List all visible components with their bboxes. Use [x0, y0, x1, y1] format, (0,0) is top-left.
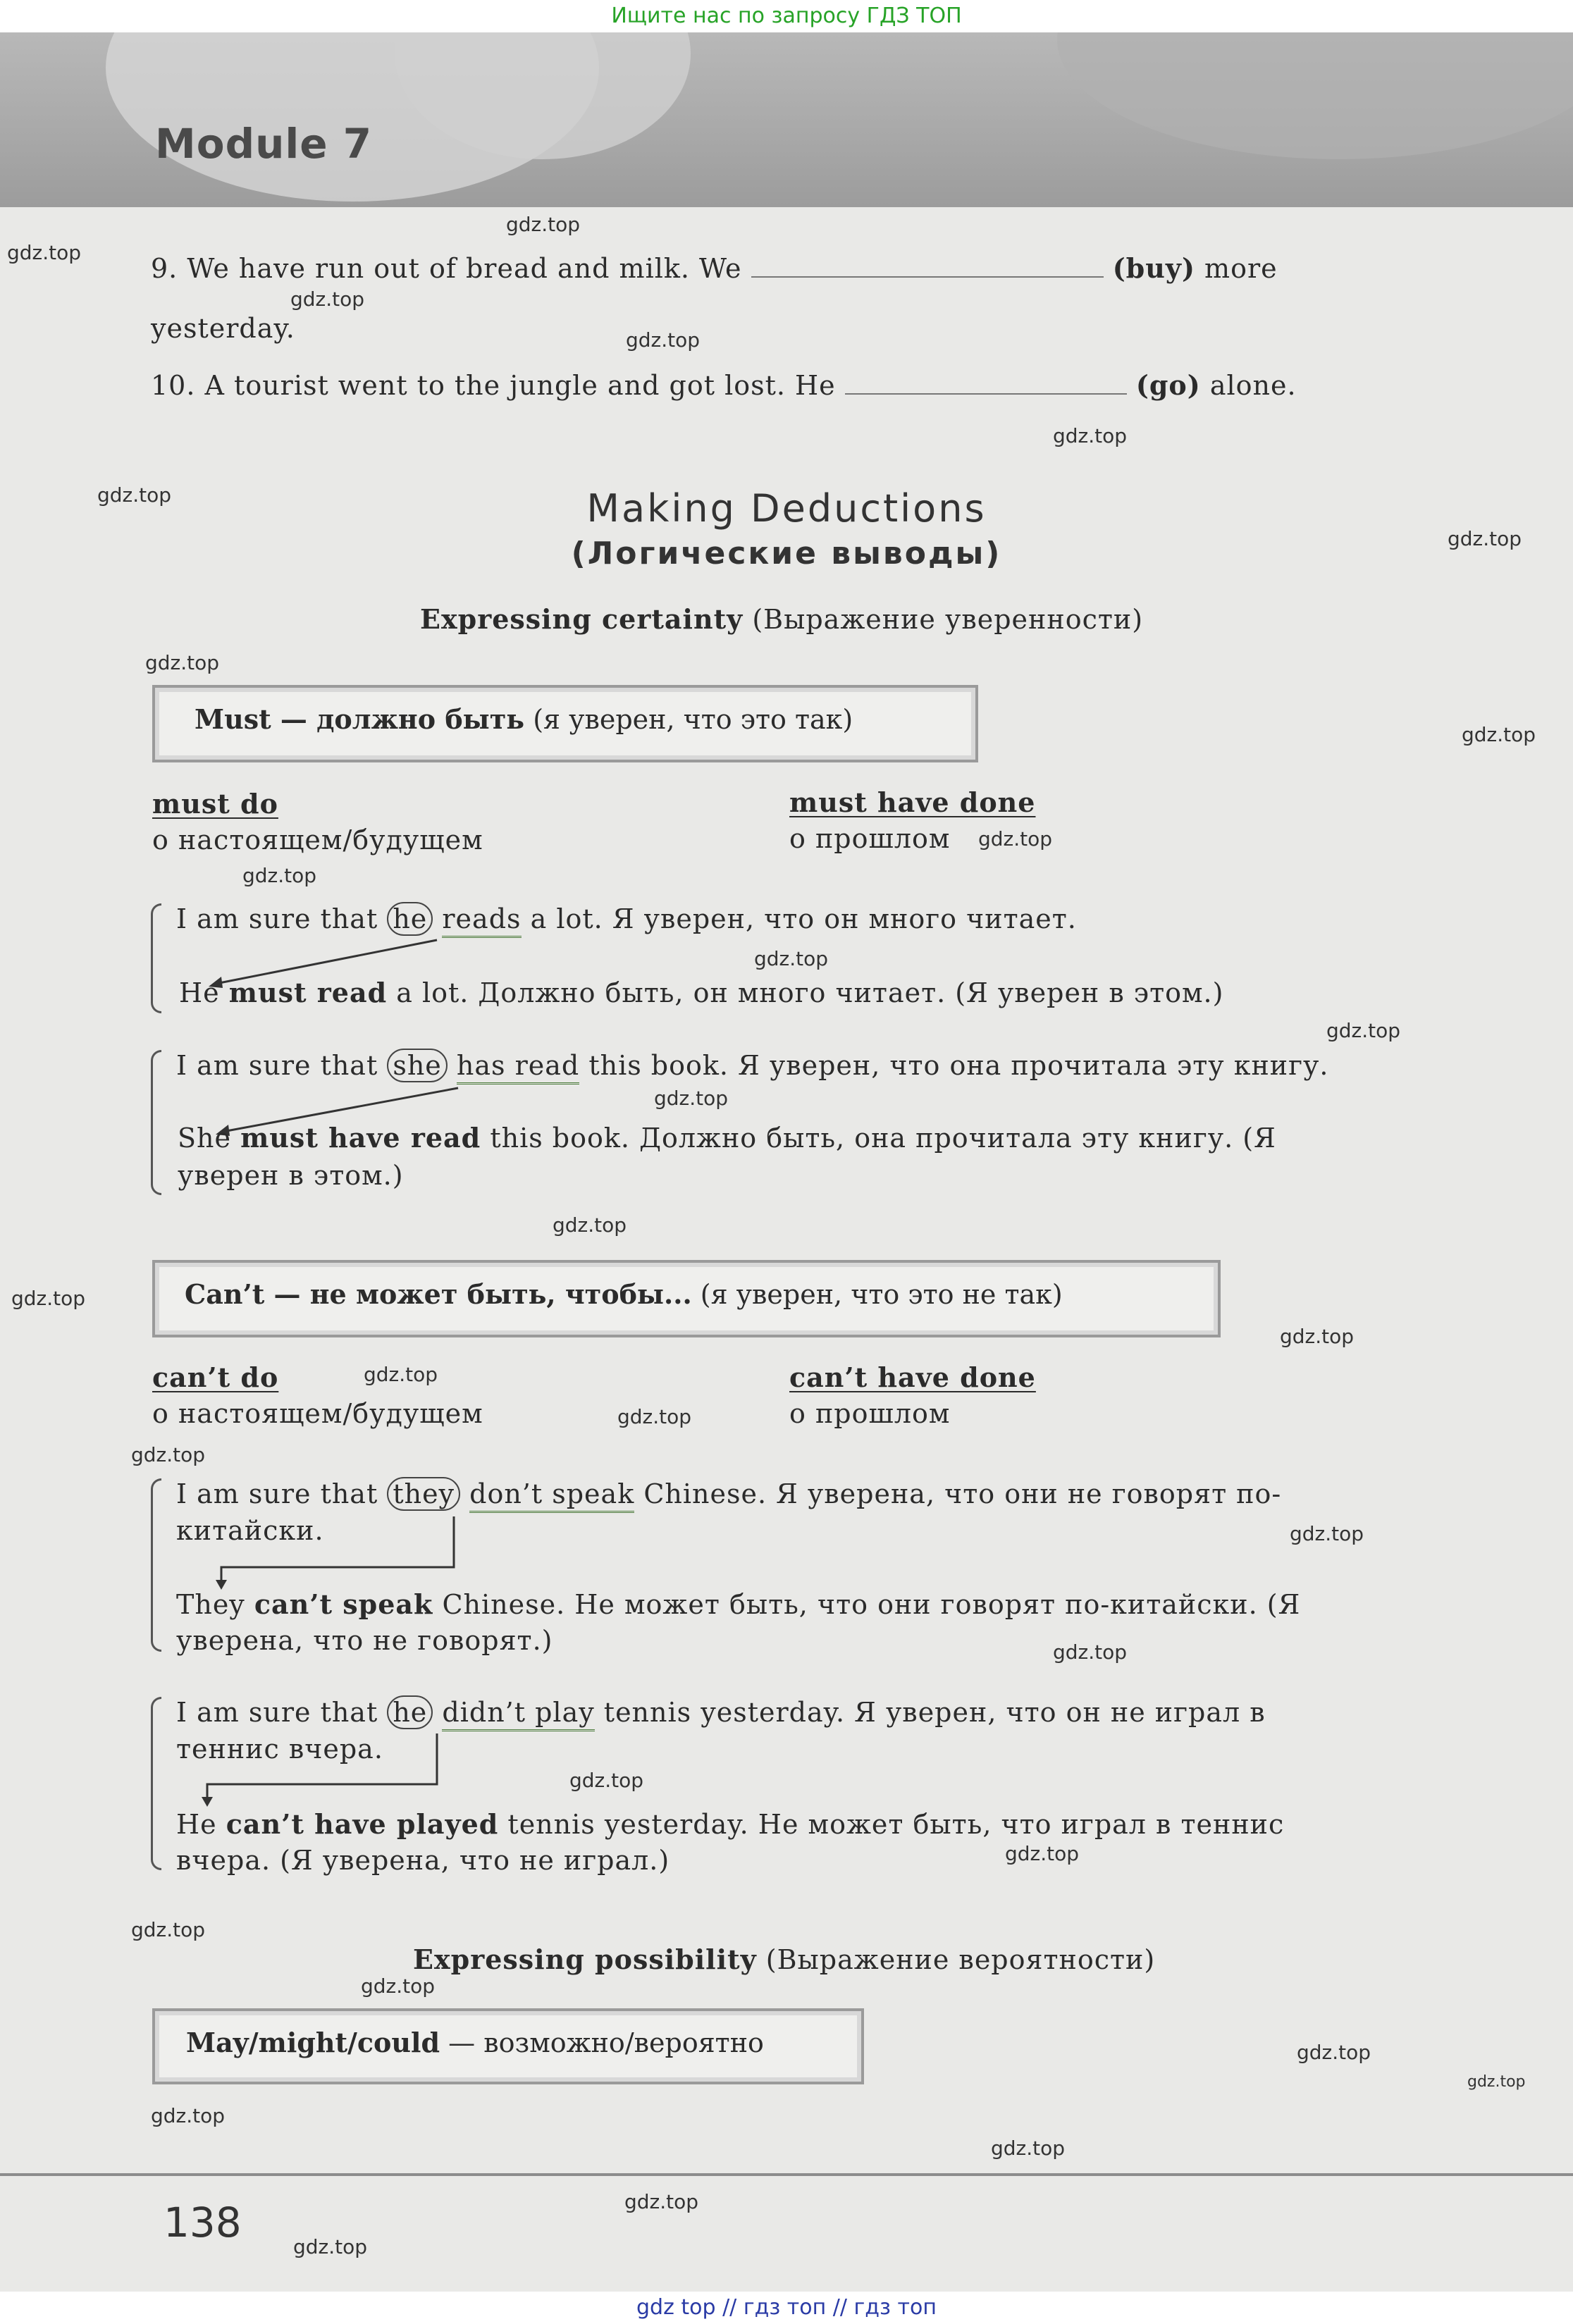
- footer-divider: [0, 2173, 1573, 2176]
- rule-bold: Can’t — не может быть, чтобы...: [185, 1278, 692, 1310]
- watermark: gdz.top: [1467, 2073, 1526, 2091]
- cant-example-1-line2: китайски.: [176, 1515, 324, 1546]
- watermark: gdz.top: [506, 213, 581, 236]
- watermark: gdz.top: [1462, 723, 1536, 746]
- must-result-2-line2: уверен в этом.): [178, 1160, 404, 1191]
- watermark: gdz.top: [624, 2190, 699, 2213]
- certainty-heading: [420, 603, 1143, 635]
- watermark: gdz.top: [654, 1087, 729, 1110]
- cant-example-1: [176, 1478, 1281, 1509]
- must-do-sub: о настоящем/будущем: [152, 824, 483, 855]
- answer-blank[interactable]: [751, 276, 1104, 278]
- exercise-item-9: [151, 252, 1278, 284]
- circled-subject: he: [387, 1695, 433, 1729]
- must-have-done-sub: о прошлом: [789, 823, 951, 854]
- watermark: gdz.top: [1053, 1640, 1128, 1664]
- cant-result-1: [176, 1588, 1300, 1620]
- circled-subject: they: [387, 1477, 460, 1511]
- exercise-item-9-line2: yesterday.: [151, 313, 295, 344]
- must-example-2: [176, 1050, 1328, 1081]
- rule-bold: Must — должно быть: [195, 703, 525, 735]
- rule-text: [186, 2027, 764, 2058]
- modal-phrase: can’t have played: [226, 1808, 499, 1840]
- modal-phrase: must have read: [240, 1122, 481, 1154]
- must-result-2: [178, 1122, 1276, 1154]
- item-text: A tourist went to the jungle and got lost. He: [204, 370, 836, 401]
- watermark: gdz.top: [1053, 424, 1128, 447]
- ex-text: She: [178, 1123, 231, 1154]
- watermark: gdz.top: [131, 1918, 206, 1941]
- ex-text: this book. Должно быть, она прочитала эту книгу. (Я: [490, 1123, 1276, 1154]
- section-title: Making Deductions: [586, 486, 987, 531]
- watermark: gdz.top: [361, 1974, 436, 1998]
- ex-text: a lot. Должно быть, он много читает. (Я уверен в этом.): [396, 977, 1224, 1008]
- bottom-banner: [0, 2292, 1573, 2324]
- cant-result-1-line2: уверена, что не говорят.): [176, 1625, 553, 1656]
- bracket: [151, 1697, 161, 1870]
- top-banner: [0, 0, 1573, 32]
- rule-rest: — возможно/вероятно: [448, 2027, 764, 2058]
- bracket: [151, 1478, 161, 1652]
- must-have-done-head: must have done: [789, 786, 1036, 818]
- modal-phrase: must read: [228, 977, 388, 1008]
- bottom-banner-text: gdz top // гдз топ // гдз топ: [636, 2295, 937, 2320]
- may-rule-box: [152, 2008, 864, 2084]
- cant-result-2-line2: вчера. (Я уверена, что не играл.): [176, 1845, 670, 1876]
- item-text: alone.: [1209, 370, 1297, 401]
- watermark: gdz.top: [11, 1287, 86, 1310]
- watermark: gdz.top: [1297, 2041, 1371, 2064]
- must-result-1: [179, 977, 1223, 1008]
- circled-subject: she: [387, 1049, 447, 1082]
- section-subtitle: (Логические выводы): [571, 536, 1002, 571]
- rule-bold: May/might/could: [186, 2027, 440, 2058]
- ex-text: this book. Я уверен, что она прочитала эту книгу.: [588, 1050, 1329, 1081]
- heading-rest: (Выражение вероятности): [765, 1944, 1156, 1975]
- must-rule-box: [152, 685, 978, 762]
- must-do-head: must do: [152, 788, 278, 820]
- top-banner-text: Ищите нас по запросу ГДЗ ТОП: [611, 4, 962, 28]
- cant-do-sub: о настоящем/будущем: [152, 1398, 483, 1429]
- heading-bold: Expressing possibility: [413, 1943, 757, 1975]
- ex-text: tennis yesterday. Не может быть, что играл в теннис: [507, 1809, 1285, 1840]
- heading-bold: Expressing certainty: [420, 603, 744, 635]
- underlined-verb: don’t speak: [469, 1478, 634, 1513]
- ex-text: tennis yesterday. Я уверен, что он не играл в: [603, 1697, 1266, 1728]
- ex-text: I am sure that: [176, 903, 378, 934]
- circled-subject: he: [387, 902, 433, 936]
- must-example-1: [176, 903, 1077, 934]
- watermark: gdz.top: [1005, 1842, 1080, 1865]
- underlined-verb: didn’t play: [442, 1697, 594, 1731]
- watermark: gdz.top: [626, 328, 701, 352]
- ex-text: a lot. Я уверен, что он много читает.: [530, 903, 1077, 934]
- rule-text: [195, 703, 853, 735]
- watermark: gdz.top: [1290, 1522, 1364, 1545]
- item-text: We have run out of bread and milk. We: [187, 253, 742, 284]
- ex-text: Chinese. Я уверена, что они не говорят по-: [643, 1478, 1282, 1509]
- watermark: gdz.top: [293, 2235, 368, 2258]
- rule-text: [185, 1278, 1063, 1310]
- watermark: gdz.top: [97, 483, 172, 507]
- ex-text: Chinese. Не может быть, что они говорят по-китайски. (Я: [442, 1589, 1301, 1620]
- arrow-icon: [211, 1514, 465, 1591]
- ex-text: He: [176, 1809, 217, 1840]
- watermark: gdz.top: [151, 2104, 226, 2127]
- watermark: gdz.top: [569, 1769, 644, 1792]
- arrow-icon: [197, 1731, 451, 1808]
- cant-example-2: [176, 1697, 1266, 1728]
- cant-have-done-sub: о прошлом: [789, 1398, 951, 1429]
- cant-have-done-head: can’t have done: [789, 1361, 1036, 1393]
- cant-result-2: [176, 1808, 1284, 1840]
- watermark: gdz.top: [1280, 1325, 1355, 1348]
- bracket: [151, 1050, 161, 1195]
- watermark: gdz.top: [364, 1363, 438, 1386]
- watermark: gdz.top: [991, 2137, 1066, 2160]
- answer-blank[interactable]: [845, 393, 1127, 395]
- header-decoration: [1057, 32, 1573, 159]
- watermark: gdz.top: [1448, 527, 1522, 550]
- watermark: gdz.top: [131, 1443, 206, 1466]
- cant-example-2-line2: теннис вчера.: [176, 1733, 383, 1764]
- module-title: Module 7: [155, 120, 373, 168]
- item-number: 9.: [151, 253, 178, 284]
- watermark: gdz.top: [145, 651, 220, 674]
- rule-rest: (я уверен, что это не так): [700, 1279, 1063, 1310]
- watermark: gdz.top: [1326, 1019, 1401, 1042]
- watermark: gdz.top: [242, 864, 317, 887]
- modal-phrase: can’t speak: [254, 1588, 433, 1620]
- ex-text: I am sure that: [176, 1478, 378, 1509]
- watermark: gdz.top: [754, 947, 829, 970]
- watermark: gdz.top: [290, 288, 365, 311]
- exercise-item-10: [151, 369, 1297, 401]
- cant-rule-box: [152, 1260, 1221, 1337]
- possibility-heading: [413, 1943, 1155, 1975]
- watermark: gdz.top: [617, 1405, 692, 1428]
- ex-text: They: [176, 1589, 245, 1620]
- watermark: gdz.top: [978, 827, 1053, 851]
- item-number: 10.: [151, 370, 196, 401]
- watermark: gdz.top: [553, 1213, 627, 1237]
- cant-do-head: can’t do: [152, 1361, 279, 1393]
- page-number: 138: [164, 2199, 242, 2246]
- bracket: [151, 903, 161, 1013]
- verb-hint: (buy): [1112, 252, 1195, 284]
- ex-text: He: [179, 977, 220, 1008]
- verb-hint: (go): [1135, 369, 1201, 401]
- heading-rest: (Выражение уверенности): [752, 604, 1144, 635]
- ex-text: I am sure that: [176, 1050, 378, 1081]
- item-text: more: [1204, 253, 1278, 284]
- ex-text: I am sure that: [176, 1697, 378, 1728]
- underlined-verb: has read: [457, 1050, 579, 1084]
- rule-rest: (я уверен, что это так): [533, 704, 853, 735]
- watermark: gdz.top: [7, 241, 82, 264]
- underlined-verb: reads: [442, 903, 521, 938]
